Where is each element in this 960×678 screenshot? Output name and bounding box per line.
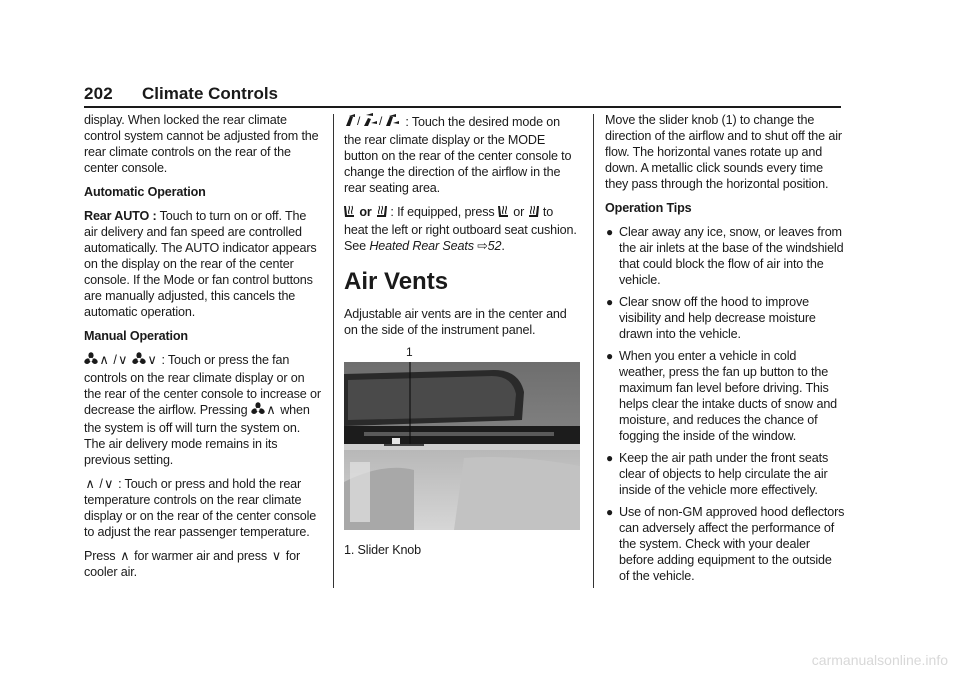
list-item: ● When you enter a vehicle in cold weather, press the fan up button to the maximum fan level before driving. This helps clear the intake ducts of snow and moisture, and reduces the chance of fogging the inside of the window. [606, 349, 838, 443]
column-2 [344, 112, 580, 558]
seat-or: or [359, 205, 372, 219]
fan-up-symbol-inline: ∧ [266, 402, 276, 417]
temp-down-symbol: ∨ [104, 476, 114, 491]
automatic-operation-heading: Automatic Operation [84, 185, 206, 199]
photo-caption: 1. Slider Knob [344, 543, 422, 557]
fan-down-symbol: ∨ [147, 352, 157, 367]
fan-up-symbol: ∧ [99, 352, 109, 367]
bullet-icon: ● [606, 451, 614, 465]
svg-text:/: / [357, 114, 361, 128]
manual-operation-heading: Manual Operation [84, 329, 188, 343]
fan-paragraph [84, 352, 322, 468]
heated-seat-left-icon [498, 205, 510, 222]
svg-text:/: / [379, 114, 383, 128]
bullet-icon: ● [606, 295, 614, 309]
page-header [84, 80, 844, 108]
temp-up-symbol: ∧ [85, 476, 95, 491]
list-item: ● Clear away any ice, snow, or leaves from the air inlets at the base of the windshield that could block the flow of air into the vehicle. [606, 225, 844, 287]
column-1 [84, 112, 322, 588]
fan-text-a: : Touch or press the fan controls on the rear climate display or on the rear of the center console to increase or decrease the airflow. Pressing [84, 353, 321, 417]
heated-seat-right-icon [527, 205, 539, 222]
callout-number: 1 [406, 345, 413, 359]
press-word: Press [84, 549, 116, 563]
column-divider-2 [593, 114, 594, 588]
rear-auto-text: Touch to turn on or off. The air delivery and fan speed are controlled automatically. The AUTO indicator appears on the display on the rear of the center console. If the Mode or fan control buttons are manually adjusted, this cancels the automatic operation. [84, 209, 317, 319]
bullet-icon: ● [606, 225, 614, 239]
heated-rear-seats-link[interactable]: Heated Rear Seats [369, 239, 474, 253]
rear-auto-label: Rear AUTO : [84, 209, 157, 223]
fan-down-symbol-a: ∨ [118, 352, 128, 367]
slider-paragraph: Move the slider knob (1) to change the direction of the airflow and to shut off the air flow. The horizontal vanes rotate up and down. A metallic click sounds every time they pass through the horizontal position. [605, 113, 842, 191]
fan-icon [84, 352, 98, 370]
seat-text: : If equipped, press [390, 205, 495, 219]
heated-seat-left-icon [344, 205, 356, 222]
slash-symbol: / [113, 353, 117, 367]
list-item: ● Keep the air path under the front seats clear of objects to help circulate the air inside of the vehicle more effectively. [606, 451, 829, 497]
mode-paragraph [344, 112, 580, 196]
mode-text: : Touch the desired mode on the rear climate display or the MODE button on the rear of the center console to change the direction of the airflow in the rear seating area. [344, 115, 572, 195]
operation-tips-heading: Operation Tips [605, 201, 692, 215]
air-vents-heading: Air Vents [344, 268, 449, 295]
fan-icon [251, 402, 265, 420]
cooler-down-symbol: ∨ [271, 548, 282, 563]
list-item: ● Clear snow off the hood to improve visibility and help decrease moisture drawn into the vehicle. [606, 295, 816, 341]
air-vent-photo [344, 345, 580, 530]
seat-or-2: or [513, 205, 525, 219]
intro-paragraph: display. When locked the rear climate control system cannot be adjusted from the rear climate controls on the rear of the center console. [84, 113, 319, 175]
temperature-paragraph [84, 476, 322, 540]
fan-text-b: when the system is off will turn the system on. The air delivery mode remains in its previous setting. [84, 403, 310, 467]
press-paragraph [84, 548, 322, 580]
bullet-icon: ● [606, 349, 614, 363]
page-ref-arrow: ⇨ [477, 239, 488, 253]
seat-text-2: to heat the left or right outboard seat cushion. See [344, 205, 577, 253]
list-item: ● Use of non-GM approved hood deflectors can adversely affect the performance of the system. Check with your dealer before adding equipment to the outside of the vehicle. [606, 505, 845, 583]
dashboard-image [344, 362, 580, 530]
cooler-text: for cooler air. [84, 549, 301, 579]
warmer-up-symbol: ∧ [120, 548, 130, 563]
column-divider-1 [333, 114, 334, 588]
watermark: carmanualsonline.info [811, 652, 948, 668]
fan-icon [132, 352, 146, 370]
operation-tips-list [605, 224, 845, 584]
heated-seat-right-icon [375, 205, 387, 222]
slash-symbol-2: / [99, 477, 103, 491]
rear-auto-paragraph [84, 208, 322, 320]
air-vents-paragraph: Adjustable air vents are in the center and on the side of the instrument panel. [344, 307, 567, 337]
section-title: Climate Controls [142, 84, 279, 103]
bullet-icon: ● [606, 505, 614, 519]
heated-seat-paragraph [344, 204, 580, 254]
temp-text: : Touch or press and hold the rear temperature controls on the rear climate display or on the rear of the center console to adjust the rear passenger temperature. [84, 477, 317, 539]
header-rule [84, 106, 841, 108]
page-number: 202 [84, 84, 113, 103]
page-ref-number[interactable]: 52 [487, 239, 502, 253]
column-3 [605, 112, 845, 590]
warmer-text: for warmer air and press [134, 549, 268, 563]
airflow-mode-icon [344, 112, 402, 132]
seat-period: . [501, 239, 505, 253]
